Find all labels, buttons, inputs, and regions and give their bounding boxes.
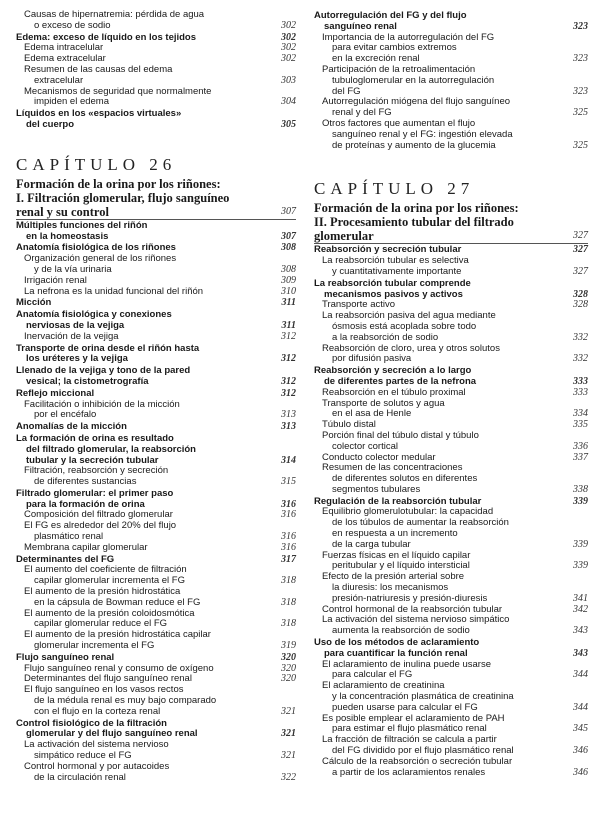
- chapter-26-entries: [16, 221, 296, 784]
- toc-entry-title: Filtración, reabsorción y secreción de diferentes sustancias: [24, 465, 169, 488]
- toc-entry: [24, 287, 296, 298]
- toc-entry-page: 343: [573, 625, 588, 637]
- toc-entry: [24, 87, 296, 109]
- toc-entry: [322, 660, 588, 682]
- toc-entry-page: 327: [573, 265, 588, 277]
- toc-entry-page: 311: [281, 319, 296, 331]
- toc-entry-page: 322: [281, 771, 296, 783]
- toc-entry-title: Flujo sanguíneo renal: [16, 651, 115, 663]
- toc-entry-page: 325: [573, 107, 588, 119]
- toc-entry-page: 302: [281, 42, 296, 54]
- toc-entry-title: El aclaramiento de creatinina y la concentración plasmática de creatinina pueden usarse para calcular el FG: [322, 680, 514, 713]
- toc-entry-page: 316: [281, 541, 296, 553]
- toc-entry-page: 345: [573, 723, 588, 735]
- toc-entry-title: Reflejo miccional: [16, 387, 95, 399]
- toc-section-heading: [16, 221, 296, 243]
- toc-entry-title: Anomalías de la micción: [16, 421, 127, 433]
- toc-entry-page: 328: [573, 288, 588, 300]
- toc-entry-page: 339: [573, 538, 588, 550]
- toc-entry-title: Edema: exceso de líquido en los tejidos: [16, 31, 197, 43]
- chapter-26-label: CAPÍTULO 26: [16, 154, 177, 174]
- toc-entry-title: Fuerzas físicas en el líquido capilar peritubular y el líquido intersticial: [322, 549, 471, 572]
- toc-entry-page: 334: [573, 408, 588, 420]
- toc-entry-title: La reabsorción tubular comprende mecanismos pasivos y activos: [314, 277, 471, 300]
- toc-entry-page: 325: [573, 139, 588, 151]
- toc-entry-title: Reabsorción y secreción a lo largo de diferentes partes de la nefrona: [314, 365, 477, 387]
- chapter-27-page: 327: [573, 230, 588, 242]
- toc-entry-title: Uso de los métodos de aclaramiento para cuantificar la función renal: [314, 637, 480, 659]
- toc-entry-title: Mecanismos de seguridad que normalmente impiden el edema: [24, 85, 212, 108]
- toc-entry-title: La fracción de filtración se calcula a partir del FG dividido por el flujo plasmático renal: [322, 734, 514, 757]
- toc-entry-page: 302: [281, 53, 296, 65]
- toc-entry-page: 346: [573, 745, 588, 757]
- toc-entry: [24, 466, 296, 488]
- toc-entry: [322, 399, 588, 421]
- toc-section-heading: [16, 489, 296, 511]
- toc-entry-title: Determinantes del flujo sanguíneo renal: [24, 673, 192, 685]
- toc-entry: [24, 565, 296, 587]
- toc-entry: [322, 463, 588, 495]
- toc-entry-title: Cálculo de la reabsorción o secreción tubular a partir de los aclaramientos renales: [322, 755, 513, 778]
- toc-entry-page: 304: [281, 96, 296, 108]
- toc-entry-title: Túbulo distal: [322, 419, 376, 431]
- toc-entry-title: El aumento de la presión coloidosmótica capilar glomerular reduce el FG: [24, 607, 195, 630]
- toc-entry-title: La formación de orina es resultado del filtrado glomerular, la reabsorción tubular y la secreción tubular: [16, 432, 196, 466]
- chapter-27-title-text: Formación de la orina por los riñones: II. Procesamiento tubular del filtrado glomerular: [314, 201, 519, 244]
- toc-entry-title: Equilibrio glomerulotubular: la capacidad de los túbulos de aumentar la reabsorción en respuesta a un incremento de la carga tubular: [322, 506, 509, 550]
- toc-entry-page: 313: [281, 421, 296, 433]
- toc-entry: [24, 254, 296, 276]
- toc-entry-page: 313: [281, 409, 296, 421]
- toc-entry-page: 321: [281, 750, 296, 762]
- toc-entry-title: Reabsorción y secreción tubular: [314, 244, 462, 256]
- toc-entry-title: Causas de hipernatremia: pérdida de agua o exceso de sodio: [24, 9, 205, 31]
- toc-entry-page: 318: [281, 596, 296, 608]
- toc-entry: [322, 65, 588, 97]
- toc-entry-title: Transporte de orina desde el riñón hasta los uréteres y la vejiga: [16, 342, 200, 365]
- toc-entry-page: 332: [573, 353, 588, 365]
- toc-entry-title: La nefrona es la unidad funcional del riñón: [24, 285, 204, 297]
- toc-entry-title: La activación del sistema nervioso simpático reduce el FG: [24, 739, 169, 762]
- toc-section-heading: [16, 109, 296, 131]
- toc-entry-page: 335: [573, 419, 588, 431]
- toc-entry-page: 310: [281, 285, 296, 297]
- toc-entry-title: El aumento de la presión hidrostática capilar glomerular incrementa el FG: [24, 629, 211, 652]
- toc-entry-page: 321: [281, 705, 296, 717]
- toc-entry-title: Organización general de los riñones y de la vía urinaria: [24, 253, 177, 275]
- toc-entry: [24, 332, 296, 343]
- toc-entry-page: 316: [281, 509, 296, 521]
- toc-entry-title: Control hormonal de la reabsorción tubular: [322, 603, 503, 615]
- toc-entry-page: 316: [281, 498, 296, 510]
- toc-entry-page: 320: [281, 673, 296, 685]
- toc-section-heading: [16, 719, 296, 741]
- toc-entry: [322, 256, 588, 278]
- toc-entry-title: Reabsorción de cloro, urea y otros solutos por difusión pasiva: [322, 342, 500, 365]
- toc-entry-page: 323: [573, 53, 588, 65]
- toc-entry-page: 319: [281, 640, 296, 652]
- toc-entry: [322, 615, 588, 637]
- toc-entry: [322, 388, 588, 399]
- toc-entry-title: Transporte activo: [322, 299, 396, 311]
- toc-section-heading: [16, 298, 296, 309]
- toc-entry-title: Reabsorción en el túbulo proximal: [322, 386, 466, 398]
- toc-entry-title: El aclaramiento de inulina puede usarse para calcular el FG: [322, 658, 491, 681]
- toc-section-chapter26-tail: [314, 11, 588, 151]
- toc-entry-page: 339: [573, 495, 588, 507]
- toc-entry-page: 341: [573, 592, 588, 604]
- toc-column-left: [16, 10, 296, 783]
- toc-section-heading: [314, 11, 588, 33]
- toc-entry-title: Regulación de la reabsorción tubular: [314, 495, 482, 507]
- toc-entry: [322, 344, 588, 366]
- toc-entry: [322, 97, 588, 119]
- toc-entry-page: 315: [281, 476, 296, 488]
- toc-entry: [24, 740, 296, 762]
- toc-entry-title: Autorregulación del FG y del flujo sanguíneo renal: [314, 10, 467, 32]
- chapter-27-title: [314, 201, 588, 243]
- toc-column-right: [314, 10, 588, 778]
- toc-section-heading: [16, 434, 296, 466]
- toc-entry: [322, 714, 588, 736]
- toc-entry-page: 312: [281, 375, 296, 387]
- toc-section-heading: [314, 279, 588, 301]
- toc-entry-title: La reabsorción tubular es selectiva y cuantitativamente importante: [322, 255, 469, 277]
- toc-entry: [24, 276, 296, 287]
- toc-entry-title: Participación de la retroalimentación tubuloglomerular en la autorregulación del FG: [322, 63, 495, 97]
- toc-entry-page: 318: [281, 575, 296, 587]
- toc-entry-page: 342: [573, 603, 588, 615]
- toc-entry-title: Anatomía fisiológica de los riñones: [16, 242, 176, 254]
- toc-entry-title: Múltiples funciones del riñón en la homeostasis: [16, 219, 148, 242]
- toc-section-chapter25-tail: [16, 10, 296, 131]
- toc-entry-page: 307: [281, 230, 296, 242]
- toc-entry-title: Autorregulación miógena del flujo sanguíneo renal y del FG: [322, 96, 511, 119]
- toc-entry-page: 308: [281, 242, 296, 254]
- toc-entry-title: Irrigación renal: [24, 274, 87, 286]
- toc-entry: [322, 572, 588, 604]
- toc-entry: [24, 630, 296, 652]
- toc-entry-page: 344: [573, 701, 588, 713]
- toc-entry-page: 308: [281, 263, 296, 275]
- toc-entry: [322, 311, 588, 343]
- toc-entry-page: 339: [573, 560, 588, 572]
- toc-entry-page: 318: [281, 618, 296, 630]
- toc-entry: [24, 543, 296, 554]
- toc-entry: [24, 400, 296, 422]
- toc-entry-title: Filtrado glomerular: el primer paso para la formación de orina: [16, 487, 174, 510]
- toc-entry-title: Resumen de las causas del edema extracelular: [24, 63, 173, 86]
- toc-section-heading: [314, 638, 588, 660]
- toc-entry-title: Facilitación o inhibición de la micción por el encéfalo: [24, 398, 180, 421]
- toc-entry: [322, 551, 588, 573]
- toc-entry-page: 327: [573, 244, 588, 256]
- toc-entry: [322, 431, 588, 453]
- toc-entry-title: Composición del filtrado glomerular: [24, 509, 173, 521]
- toc-entry: [24, 685, 296, 717]
- toc-entry: [322, 681, 588, 713]
- toc-entry-page: 302: [281, 19, 296, 31]
- toc-entry-title: El flujo sanguíneo en los vasos rectos de la médula renal es muy bajo comparado con el flujo en la corteza renal: [24, 684, 217, 717]
- toc-entry: [322, 119, 588, 151]
- toc-entry-title: Porción final del túbulo distal y túbulo colector cortical: [322, 429, 479, 452]
- toc-entry-page: 336: [573, 440, 588, 452]
- toc-entry-page: 323: [573, 85, 588, 97]
- toc-entry-page: 343: [573, 647, 588, 659]
- toc-entry-page: 314: [281, 454, 296, 466]
- chapter-26-title: [16, 177, 296, 219]
- toc-entry-title: Determinantes del FG: [16, 553, 115, 565]
- toc-entry-page: 317: [281, 553, 296, 565]
- toc-entry-title: Llenado de la vejiga y tono de la pared vesical; la cistometrografía: [16, 365, 191, 387]
- toc-entry-title: Edema intracelular: [24, 42, 104, 54]
- toc-entry-page: 302: [281, 31, 296, 43]
- toc-entry-page: 323: [573, 20, 588, 32]
- toc-entry-title: Resumen de las concentraciones de diferentes solutos en diferentes segmentos tubulares: [322, 462, 478, 495]
- toc-entry-title: Membrana capilar glomerular: [24, 541, 148, 553]
- toc-entry-title: Efecto de la presión arterial sobre la diuresis: los mecanismos presión-natriuresis y presión-diuresis: [322, 571, 488, 604]
- toc-entry: [322, 507, 588, 550]
- toc-entry-title: Es posible emplear el aclaramiento de PAH para estimar el flujo plasmático renal: [322, 712, 505, 735]
- chapter-26-title-text: Formación de la orina por los riñones: I. Filtración glomerular, flujo sanguíneo renal y su control: [16, 176, 230, 219]
- toc-entry-title: Inervación de la vejiga: [24, 330, 119, 342]
- toc-entry: [322, 735, 588, 757]
- toc-entry-title: La activación del sistema nervioso simpático aumenta la reabsorción de sodio: [322, 614, 510, 637]
- chapter-27-label: CAPÍTULO 27: [314, 179, 475, 199]
- toc-entry-title: Conducto colector medular: [322, 451, 436, 463]
- toc-entry-page: 321: [281, 728, 296, 740]
- toc-section-heading: [16, 310, 296, 332]
- toc-entry-page: 332: [573, 331, 588, 343]
- toc-entry-page: 338: [573, 483, 588, 495]
- toc-entry-page: 333: [573, 375, 588, 387]
- toc-section-heading: [314, 366, 588, 388]
- chapter-27-entries: [314, 245, 588, 778]
- toc-entry-page: 320: [281, 662, 296, 674]
- toc-entry-page: 333: [573, 386, 588, 398]
- toc-entry-page: 344: [573, 669, 588, 681]
- chapter-26-page: 307: [281, 205, 296, 217]
- toc-entry-title: Micción: [16, 297, 52, 309]
- toc-entry-page: 312: [281, 387, 296, 399]
- toc-entry: [322, 757, 588, 779]
- toc-entry-title: Flujo sanguíneo renal y consumo de oxígeno: [24, 662, 214, 674]
- toc-entry-page: 303: [281, 74, 296, 86]
- toc-entry-page: 309: [281, 274, 296, 286]
- toc-entry: [24, 10, 296, 32]
- toc-entry-title: Control fisiológico de la filtración glomerular y del flujo sanguíneo renal: [16, 717, 198, 740]
- toc-entry-page: 328: [573, 299, 588, 311]
- toc-entry-page: 311: [281, 297, 296, 309]
- toc-entry: [24, 521, 296, 543]
- toc-entry-title: Transporte de solutos y agua en el asa de Henle: [322, 397, 445, 420]
- toc-entry-page: 337: [573, 451, 588, 463]
- toc-section-heading: [16, 344, 296, 366]
- toc-entry-title: El aumento del coeficiente de filtración capilar glomerular incrementa el FG: [24, 564, 187, 587]
- toc-entry-title: Control hormonal y por autacoides de la circulación renal: [24, 760, 170, 783]
- toc-entry-page: 320: [281, 651, 296, 663]
- toc-entry-title: Otros factores que aumentan el flujo sanguíneo renal y el FG: ingestión elevada de proteínas y aumento de la glucemia: [322, 117, 513, 151]
- toc-section-heading: [16, 389, 296, 400]
- toc-entry-page: 316: [281, 531, 296, 543]
- toc-section-heading: [16, 422, 296, 433]
- toc-entry-title: Líquidos en los «espacios virtuales» del cuerpo: [16, 108, 182, 130]
- toc-entry: [24, 65, 296, 87]
- toc-entry-title: Edema extracelular: [24, 53, 106, 65]
- toc-entry-title: El aumento de la presión hidrostática en la cápsula de Bowman reduce el FG: [24, 586, 201, 608]
- toc-entry: [24, 587, 296, 609]
- toc-entry-page: 305: [281, 118, 296, 130]
- toc-entry-page: 312: [281, 353, 296, 365]
- toc-entry: [24, 762, 296, 784]
- toc-section-heading: [16, 366, 296, 388]
- toc-entry-title: Importancia de la autorregulación del FG para evitar cambios extremos en la excreción renal: [322, 31, 495, 65]
- toc-entry-title: La reabsorción pasiva del agua mediante ósmosis está acoplada sobre todo a la reabsorción de sodio: [322, 310, 496, 343]
- toc-entry-title: El FG es alrededor del 20% del flujo plasmático renal: [24, 520, 177, 543]
- toc-entry: [322, 33, 588, 65]
- toc-entry: [24, 609, 296, 631]
- toc-entry-page: 346: [573, 766, 588, 778]
- toc-entry-title: Anatomía fisiológica y conexiones nerviosas de la vejiga: [16, 309, 172, 331]
- toc-entry-page: 312: [281, 330, 296, 342]
